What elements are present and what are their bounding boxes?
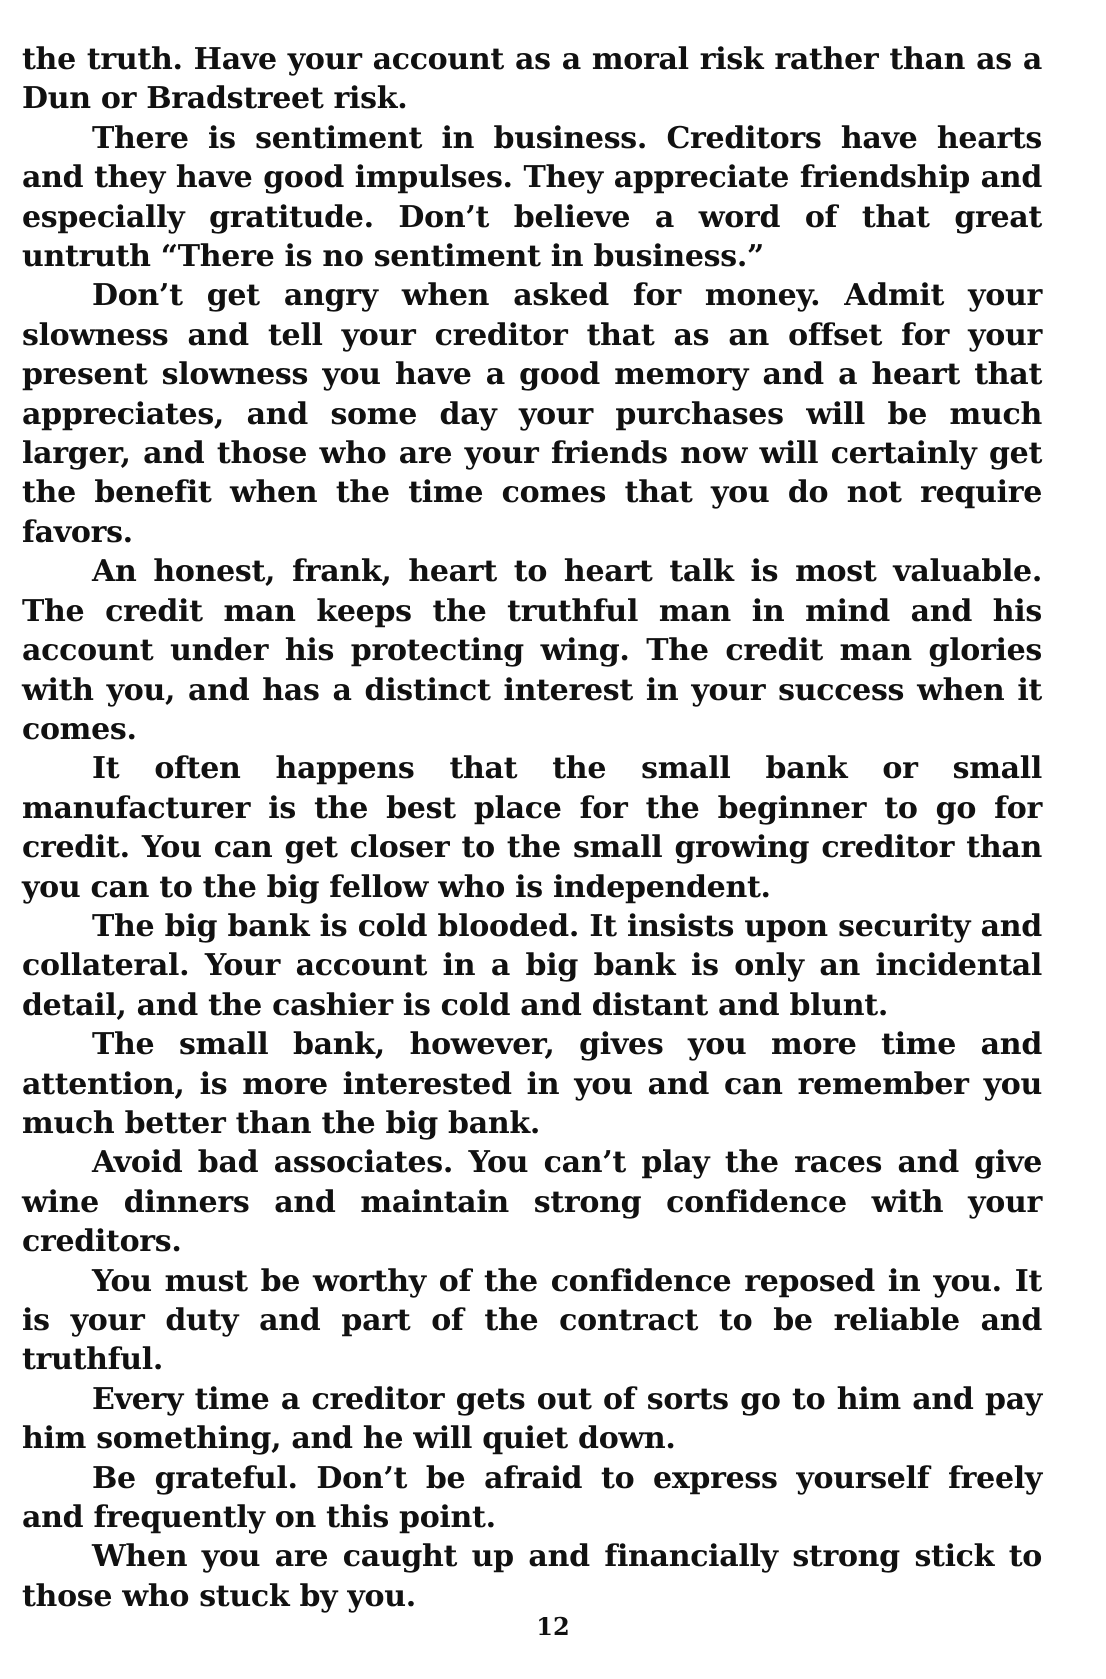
paragraph-7: The small bank, however, gives you more time and attention, is more interested in you and can remember you much better than the big bank. bbox=[22, 1027, 1042, 1141]
paragraph-8: Avoid bad associates. You can’t play the races and give wine dinners and maintain strong confidence with your creditors. bbox=[22, 1145, 1042, 1260]
paragraph-5: It often happens that the small bank or small manufacturer is the best place for the beginner to go for credit. You can get closer to the small growing creditor than you can to the big fellow who is independent. bbox=[22, 751, 1042, 905]
page-body bbox=[22, 40, 1042, 1616]
paragraph-4: An honest, frank, heart to heart talk is most valuable. The credit man keeps the truthful man in mind and his account under his protecting wing. The credit man glories with you, and has a distinct interest in your success when it comes. bbox=[22, 554, 1042, 747]
paragraph-12: When you are caught up and financially strong stick to those who stuck by you. bbox=[22, 1539, 1042, 1614]
paragraph-9: You must be worthy of the confidence reposed in you. It is your duty and part of the contract to be reliable and truthful. bbox=[22, 1263, 1042, 1378]
page-number: 12 bbox=[536, 1612, 570, 1641]
paragraph-10: Every time a creditor gets out of sorts go to him and pay him something, and he will quiet down. bbox=[22, 1381, 1042, 1457]
paragraph-2: There is sentiment in business. Creditors have hearts and they have good impulses. They appreciate friendship and especially gratitude. Don’t believe a word of that great untruth “There is no sentiment in business.” bbox=[22, 120, 1042, 275]
paragraph-11: Be grateful. Don’t be afraid to express yourself freely and frequently on this point. bbox=[22, 1460, 1042, 1536]
paragraph-1: the truth. Have your account as a moral risk rather than as a Dun or Bradstreet risk. bbox=[22, 42, 1042, 117]
paragraph-6: The big bank is cold blooded. It insists upon security and collateral. Your account in a big bank is only an incidental detail, and the cashier is cold and distant and blunt. bbox=[22, 908, 1042, 1023]
paragraph-3: Don’t get angry when asked for money. Admit your slowness and tell your creditor that as an offset for your present slowness you have a good memory and a heart that appreciates, and some day your purchases will be much larger, and those who are your friends now will certainly get the benefit when the time comes that you do not require favors. bbox=[22, 278, 1042, 550]
